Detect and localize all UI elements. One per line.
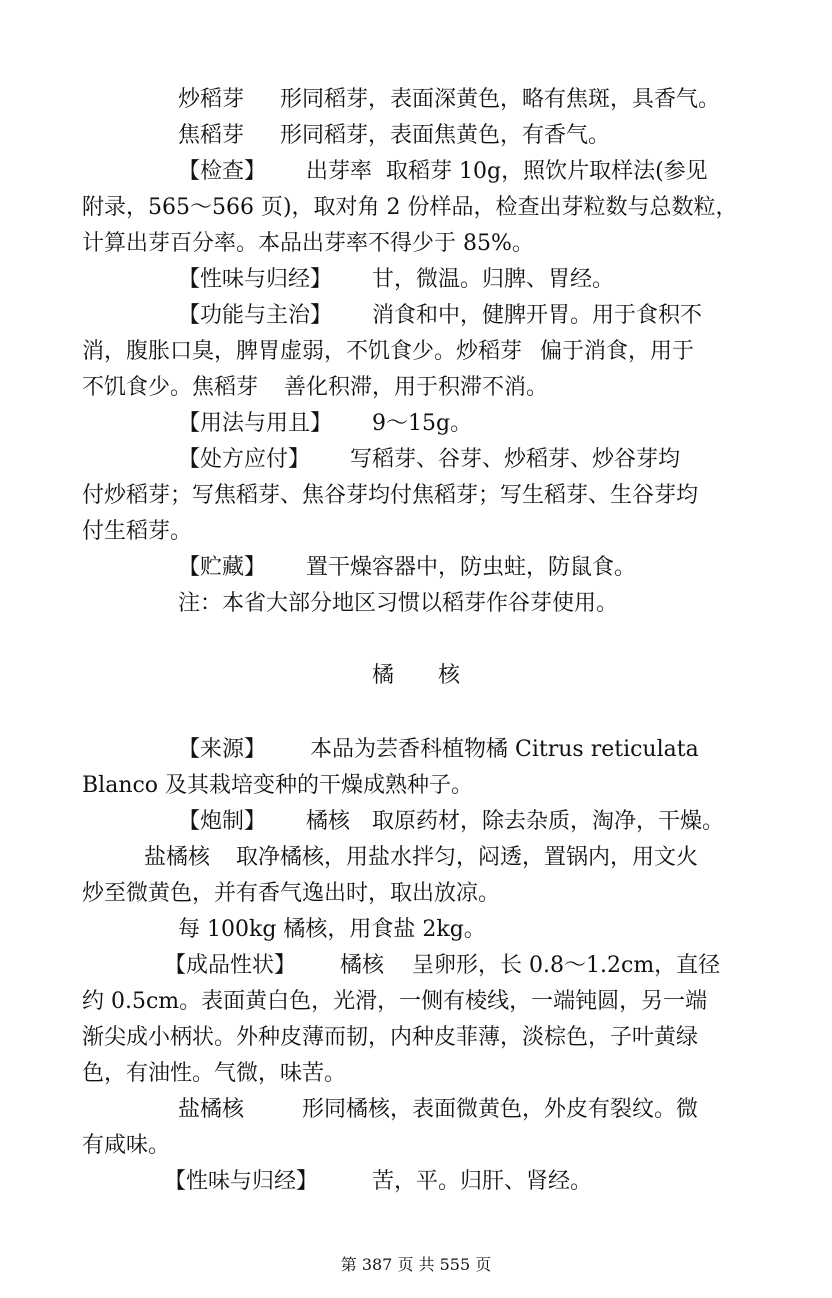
paragraph-text: Blanco 及其栽培变种的干燥成熟种子。 (82, 773, 474, 798)
text-line (178, 1094, 698, 1126)
item-name: 盐橘核 (178, 1097, 245, 1122)
section-heading: 【处方应付】 (178, 447, 311, 472)
paragraph-text: 付生稻芽。 (82, 519, 193, 544)
item-desc: 形同稻芽，表面深黄色，略有焦斑，具香气。 (280, 87, 721, 112)
text-line (178, 156, 708, 188)
text-line (178, 588, 618, 620)
paragraph-text: 形同橘核，表面微黄色，外皮有裂纹。微 (302, 1097, 699, 1122)
paragraph-text: 写稻芽、谷芽、炒稻芽、炒谷芽均 (350, 447, 681, 472)
text-line (144, 842, 698, 874)
paragraph-text: 消食和中，健脾开胃。用于食积不 (372, 303, 703, 328)
text-line (178, 120, 610, 152)
paragraph-text: 置干燥容器中，防虫蛀，防鼠食。 (306, 555, 637, 580)
section-heading: 【性味与归经】 (164, 1169, 319, 1194)
text-line (178, 734, 699, 766)
paragraph-text: 不饥食少。焦稻芽 (82, 375, 259, 400)
paragraph-text: 9～15g。 (372, 411, 473, 436)
title-char: 核 (438, 663, 461, 688)
text-line (82, 336, 694, 368)
item-name: 橘核 (306, 809, 351, 834)
text-line (178, 84, 720, 116)
paragraph-text: 本品为芸香科植物橘 Citrus reticulata (310, 737, 699, 762)
text-line (178, 806, 724, 838)
text-line (82, 1022, 698, 1054)
title-char: 橘 (371, 663, 394, 688)
text-line (82, 516, 192, 548)
text-line (82, 986, 707, 1018)
paragraph-text: 渐尖成小柄状。外种皮薄而韧，内种皮菲薄，淡棕色，子叶黄绿 (82, 1025, 699, 1050)
paragraph-text: 炒至微黄色，并有香气逸出时，取出放凉。 (82, 881, 501, 906)
text-line (82, 192, 738, 224)
text-line (178, 300, 702, 332)
text-line (178, 444, 680, 476)
note-text: 注：本省大部分地区习惯以稻芽作谷芽使用。 (178, 591, 619, 616)
item-name: 炒稻芽 (178, 87, 245, 112)
section-heading: 【功能与主治】 (178, 303, 333, 328)
section-heading: 【用法与用且】 (178, 411, 333, 436)
item-name: 橘核 (340, 953, 385, 978)
section-heading: 【性味与归经】 (178, 267, 333, 292)
text-line (82, 1058, 346, 1090)
paragraph-text: 计算出芽百分率。本品出芽率不得少于 85%。 (82, 231, 534, 256)
section-heading: 【贮藏】 (178, 555, 267, 580)
page-footer: 第 387 页 共 555 页 (340, 1255, 492, 1274)
paragraph-text: 有咸味。 (82, 1133, 171, 1158)
text-line (178, 552, 636, 584)
page-title (0, 660, 832, 692)
item-name: 焦稻芽 (178, 123, 245, 148)
item-name: 出芽率 (306, 159, 373, 184)
paragraph-text: 善化积滞，用于积滞不消。 (284, 375, 549, 400)
text-line (164, 1166, 592, 1198)
text-line (82, 480, 698, 512)
text-line (82, 1130, 170, 1162)
paragraph-text: 苦，平。归肝、肾经。 (372, 1169, 593, 1194)
section-heading: 【检查】 (178, 159, 267, 184)
section-heading: 【炮制】 (178, 809, 267, 834)
paragraph-text: 约 0.5cm。表面黄白色，光滑，一侧有棱线，一端钝圆，另一端 (82, 989, 708, 1014)
text-line (82, 228, 534, 260)
paragraph-text: 付炒稻芽；写焦稻芽、焦谷芽均付焦稻芽；写生稻芽、生谷芽均 (82, 483, 699, 508)
paragraph-text: 色，有油性。气微，味苦。 (82, 1061, 347, 1086)
paragraph-text: 甘，微温。归脾、胃经。 (372, 267, 615, 292)
text-line (164, 950, 720, 982)
paragraph-text: 偏于消食，用于 (540, 339, 695, 364)
text-line (178, 408, 472, 440)
text-line (82, 372, 548, 404)
paragraph-text: 取稻芽 10g，照饮片取样法(参见 (386, 159, 708, 184)
item-desc: 形同稻芽，表面焦黄色，有香气。 (280, 123, 611, 148)
paragraph-text: 消，腹胀口臭，脾胃虚弱，不饥食少。炒稻芽 (82, 339, 523, 364)
text-line (82, 770, 473, 802)
section-heading: 【成品性状】 (164, 953, 297, 978)
text-line (178, 264, 614, 296)
item-name: 盐橘核 (144, 845, 211, 870)
paragraph-text: 呈卵形，长 0.8～1.2cm，直径 (412, 953, 721, 978)
paragraph-text: 附录，565～566 页)，取对角 2 份样品，检查出芽粒数与总数粒， (82, 195, 738, 220)
section-heading: 【来源】 (178, 737, 267, 762)
paragraph-text: 每 100kg 橘核，用食盐 2kg。 (178, 917, 486, 942)
paragraph-text: 取净橘核，用盐水拌匀，闷透，置锅内，用文火 (236, 845, 699, 870)
text-line (82, 878, 500, 910)
text-line (178, 914, 486, 946)
paragraph-text: 取原药材，除去杂质，淘净，干燥。 (372, 809, 725, 834)
